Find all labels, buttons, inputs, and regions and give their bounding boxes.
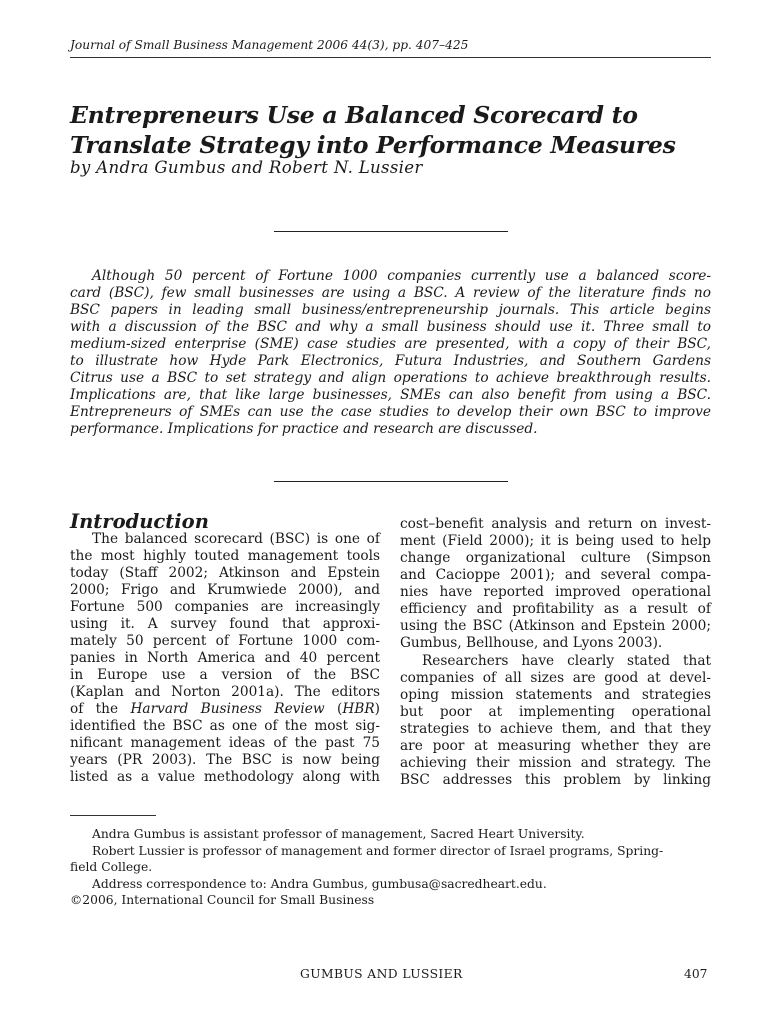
body-line: nificant management ideas of the past 75 <box>70 735 380 751</box>
abstract-line: Although 50 percent of Fortune 1000 companies currently use a balanced score- <box>92 268 711 284</box>
body-line: 2000; Frigo and Krumwiede 2000), and <box>70 582 380 598</box>
abstract-line: Entrepreneurs of SMEs can use the case studies to develop their own BSC to improve <box>70 404 711 420</box>
body-line: and Cacioppe 2001); and several compa- <box>400 567 711 583</box>
body-line: nies have reported improved operational <box>400 584 711 600</box>
footnote-author-2: Robert Lussier is professor of management and former director of Israel programs, Spring- <box>92 844 664 858</box>
body-line: change organizational culture (Simpson <box>400 550 711 566</box>
abstract-line: to illustrate how Hyde Park Electronics, Futura Industries, and Southern Gardens <box>70 353 711 369</box>
body-line: (Kaplan and Norton 2001a). The editors <box>70 684 380 700</box>
body-line: in Europe use a version of the BSC <box>70 667 380 683</box>
body-line: but poor at implementing operational <box>400 704 711 720</box>
body-line: oping mission statements and strategies <box>400 687 711 703</box>
abstract-line: with a discussion of the BSC and why a small business should use it. Three small to <box>70 319 711 335</box>
body-line: Researchers have clearly stated that <box>422 653 711 669</box>
body-line: years (PR 2003). The BSC is now being <box>70 752 380 768</box>
body-line: Fortune 500 companies are increasingly <box>70 599 380 615</box>
body-line: using it. A survey found that approxi- <box>70 616 380 632</box>
body-line: the most highly touted management tools <box>70 548 380 564</box>
footnote-copyright: ©2006, International Council for Small Business <box>70 893 375 907</box>
page-number: 407 <box>684 967 708 981</box>
header-rule <box>70 57 711 58</box>
body-line: strategies to achieve them, and that they <box>400 721 711 737</box>
body-line: companies of all sizes are good at devel- <box>400 670 711 686</box>
abstract-line: card (BSC), few small businesses are using a BSC. A review of the literature finds no <box>70 285 711 301</box>
body-line: cost–benefit analysis and return on invest- <box>400 516 711 532</box>
footnote-author-2-cont: field College. <box>70 860 153 874</box>
body-line: listed as a value methodology along with <box>70 769 380 785</box>
body-line: of the Harvard Business Review (HBR) <box>70 701 380 717</box>
abstract-top-rule <box>274 231 508 232</box>
footnote-author-1: Andra Gumbus is assistant professor of management, Sacred Heart University. <box>92 827 585 841</box>
section-heading-introduction: Introduction <box>70 510 209 533</box>
body-line: Gumbus, Bellhouse, and Lyons 2003). <box>400 635 663 651</box>
abstract-line: Implications are, that like large businesses, SMEs can also benefit from using a BSC. <box>70 387 711 403</box>
body-line: are poor at measuring whether they are <box>400 738 711 754</box>
body-line: The balanced scorecard (BSC) is one of <box>92 531 380 547</box>
body-line: identified the BSC as one of the most sig- <box>70 718 380 734</box>
abstract-line: medium-sized enterprise (SME) case studies are presented, with a copy of their BSC, <box>70 336 711 352</box>
body-line: panies in North America and 40 percent <box>70 650 380 666</box>
footnote-rule <box>70 815 156 816</box>
article-title-line-1: Entrepreneurs Use a Balanced Scorecard to <box>70 101 638 129</box>
article-title-line-2: Translate Strategy into Performance Measures <box>70 131 676 159</box>
abstract-bottom-rule <box>274 481 508 482</box>
body-line: today (Staff 2002; Atkinson and Epstein <box>70 565 380 581</box>
body-line: using the BSC (Atkinson and Epstein 2000; <box>400 618 711 634</box>
body-line: achieving their mission and strategy. The <box>400 755 711 771</box>
footnote-correspondence: Address correspondence to: Andra Gumbus, gumbusa@sacredheart.edu. <box>92 877 547 891</box>
body-line: efficiency and profitability as a result of <box>400 601 711 617</box>
body-line: BSC addresses this problem by linking <box>400 772 711 788</box>
running-footer-authors: GUMBUS AND LUSSIER <box>300 967 463 981</box>
article-byline: by Andra Gumbus and Robert N. Lussier <box>70 158 423 177</box>
abstract-line: performance. Implications for practice and research are discussed. <box>70 421 538 437</box>
abstract-line: Citrus use a BSC to set strategy and align operations to achieve breakthrough results. <box>70 370 711 386</box>
abstract-line: BSC papers in leading small business/entrepreneurship journals. This article begins <box>70 302 711 318</box>
body-line: ment (Field 2000); it is being used to help <box>400 533 711 549</box>
journal-citation-header: Journal of Small Business Management 2006 44(3), pp. 407–425 <box>70 38 469 52</box>
body-line: mately 50 percent of Fortune 1000 com- <box>70 633 380 649</box>
